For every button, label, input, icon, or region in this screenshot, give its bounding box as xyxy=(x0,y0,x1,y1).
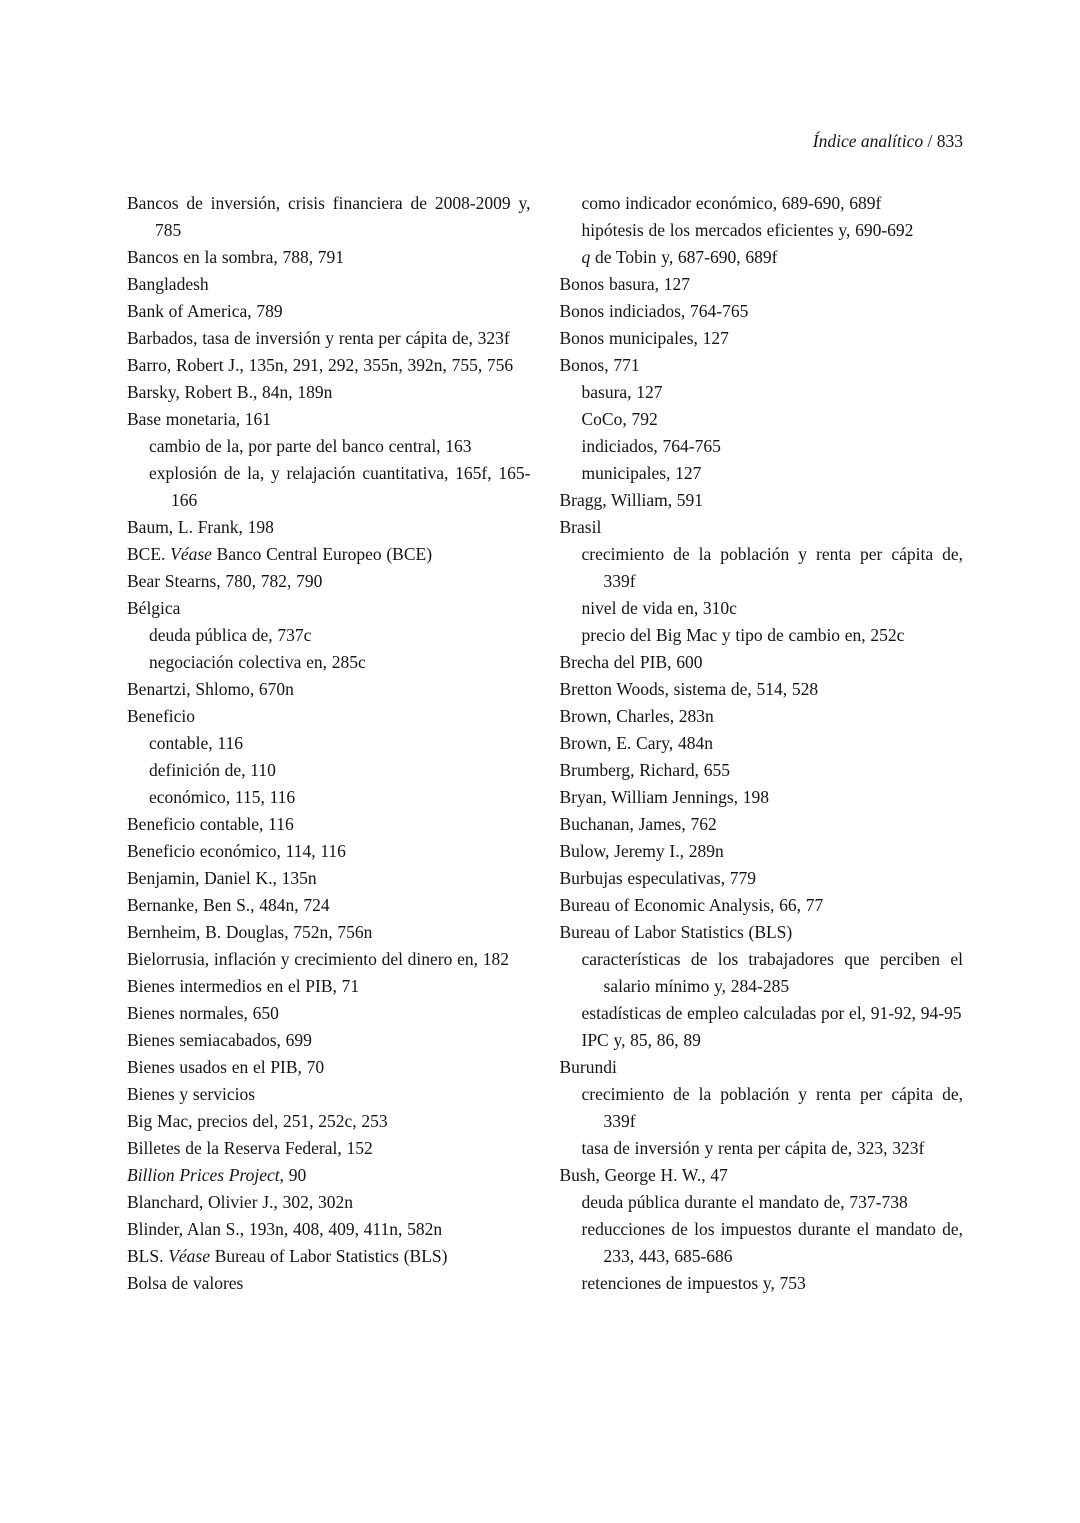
index-columns xyxy=(127,190,963,1297)
index-entry: definición de, 110 xyxy=(149,760,276,780)
index-entry: Benartzi, Shlomo, 670n xyxy=(127,679,294,699)
index-entry: como indicador económico, 689-690, 689f xyxy=(581,193,882,213)
index-entry: Bonos basura, 127 xyxy=(559,274,690,294)
index-entry: Bureau of Economic Analysis, 66, 77 xyxy=(559,895,824,915)
index-entry: Bienes usados en el PIB, 70 xyxy=(127,1057,325,1077)
index-entry: municipales, 127 xyxy=(581,463,702,483)
index-entry: Barsky, Robert B., 84n, 189n xyxy=(127,382,333,402)
index-entry: Brown, Charles, 283n xyxy=(559,706,714,726)
index-entry: CoCo, 792 xyxy=(581,409,658,429)
index-entry: deuda pública de, 737c xyxy=(149,625,312,645)
index-entry: IPC y, 85, 86, 89 xyxy=(581,1030,701,1050)
index-entry: Bank of America, 789 xyxy=(127,301,283,321)
index-entry: características de los trabajadores que perciben el salario mínimo y, 284-285 xyxy=(581,949,963,996)
index-entry: Bonos indiciados, 764-765 xyxy=(559,301,749,321)
index-entry: indiciados, 764-765 xyxy=(581,436,721,456)
index-entry: crecimiento de la población y renta per cápita de, 339f xyxy=(581,1084,963,1131)
index-entry: Bienes intermedios en el PIB, 71 xyxy=(127,976,360,996)
index-entry: precio del Big Mac y tipo de cambio en, 252c xyxy=(581,625,905,645)
index-entry: Beneficio contable, 116 xyxy=(127,814,294,834)
index-entry: Bear Stearns, 780, 782, 790 xyxy=(127,571,323,591)
index-entry: Bretton Woods, sistema de, 514, 528 xyxy=(559,679,819,699)
index-entry: deuda pública durante el mandato de, 737-738 xyxy=(581,1192,908,1212)
index-entry: Bienes semiacabados, 699 xyxy=(127,1030,312,1050)
index-entry: Bielorrusia, inflación y crecimiento del dinero en, 182 xyxy=(127,949,509,969)
index-entry: económico, 115, 116 xyxy=(149,787,296,807)
index-entry: Bangladesh xyxy=(127,274,209,294)
index-entry: Big Mac, precios del, 251, 252c, 253 xyxy=(127,1111,388,1131)
index-column-right xyxy=(560,190,964,1297)
index-entry: Bienes y servicios xyxy=(127,1084,256,1104)
index-entry: Barro, Robert J., 135n, 291, 292, 355n, 392n, 755, 756 xyxy=(127,355,514,375)
index-entry: Brumberg, Richard, 655 xyxy=(559,760,730,780)
index-column-left xyxy=(127,190,531,1297)
index-entry: Beneficio xyxy=(127,706,196,726)
index-entry: Brasil xyxy=(559,517,602,537)
index-entry: Buchanan, James, 762 xyxy=(559,814,717,834)
index-entry: crecimiento de la población y renta per cápita de, 339f xyxy=(581,544,963,591)
index-entry: Bernanke, Ben S., 484n, 724 xyxy=(127,895,330,915)
index-entry: Bonos, 771 xyxy=(559,355,640,375)
index-entry: Brown, E. Cary, 484n xyxy=(559,733,714,753)
index-entry: Bienes normales, 650 xyxy=(127,1003,279,1023)
index-entry: Bancos en la sombra, 788, 791 xyxy=(127,247,345,267)
index-entry: Bryan, William Jennings, 198 xyxy=(559,787,770,807)
index-entry: Beneficio económico, 114, 116 xyxy=(127,841,346,861)
page-header xyxy=(127,128,963,155)
index-entry: Base monetaria, 161 xyxy=(127,409,272,429)
index-entry: Burundi xyxy=(559,1057,617,1077)
index-entry: Billion Prices Project, 90 xyxy=(127,1165,307,1185)
index-entry: Burbujas especulativas, 779 xyxy=(559,868,757,888)
index-entry: BLS. Véase Bureau of Labor Statistics (BLS) xyxy=(127,1246,448,1266)
index-entry: retenciones de impuestos y, 753 xyxy=(581,1273,806,1293)
index-entry: tasa de inversión y renta per cápita de, 323, 323f xyxy=(581,1138,925,1158)
index-entry: q de Tobin y, 687-690, 689f xyxy=(581,247,778,267)
index-entry: Bush, George H. W., 47 xyxy=(559,1165,728,1185)
index-entry: negociación colectiva en, 285c xyxy=(149,652,366,672)
index-entry: Bernheim, B. Douglas, 752n, 756n xyxy=(127,922,373,942)
index-entry: Bureau of Labor Statistics (BLS) xyxy=(559,922,793,942)
index-entry: cambio de la, por parte del banco central, 163 xyxy=(149,436,472,456)
running-head-page-number: / 833 xyxy=(923,131,963,151)
index-entry: Baum, L. Frank, 198 xyxy=(127,517,274,537)
index-entry: Bancos de inversión, crisis financiera de 2008-2009 y, 785 xyxy=(127,193,531,240)
index-entry: Brecha del PIB, 600 xyxy=(559,652,703,672)
index-entry: reducciones de los impuestos durante el mandato de, 233, 443, 685-686 xyxy=(581,1219,963,1266)
index-entry: Bragg, William, 591 xyxy=(559,490,704,510)
index-entry: Bolsa de valores xyxy=(127,1273,244,1293)
index-entry: explosión de la, y relajación cuantitativa, 165f, 165-166 xyxy=(149,463,531,510)
index-entry: Bonos municipales, 127 xyxy=(559,328,729,348)
index-entry: estadísticas de empleo calculadas por el, 91-92, 94-95 xyxy=(581,1003,962,1023)
running-head-title: Índice analítico xyxy=(812,131,924,151)
index-entry: Barbados, tasa de inversión y renta per cápita de, 323f xyxy=(127,328,510,348)
index-entry: Blinder, Alan S., 193n, 408, 409, 411n, 582n xyxy=(127,1219,443,1239)
index-entry: Billetes de la Reserva Federal, 152 xyxy=(127,1138,373,1158)
index-entry: Blanchard, Olivier J., 302, 302n xyxy=(127,1192,353,1212)
index-entry: nivel de vida en, 310c xyxy=(581,598,737,618)
index-entry: basura, 127 xyxy=(581,382,663,402)
index-entry: contable, 116 xyxy=(149,733,243,753)
index-entry: Bulow, Jeremy I., 289n xyxy=(559,841,724,861)
index-entry: Benjamin, Daniel K., 135n xyxy=(127,868,317,888)
index-entry: Bélgica xyxy=(127,598,181,618)
index-entry: hipótesis de los mercados eficientes y, 690-692 xyxy=(581,220,914,240)
index-entry: BCE. Véase Banco Central Europeo (BCE) xyxy=(127,544,433,564)
